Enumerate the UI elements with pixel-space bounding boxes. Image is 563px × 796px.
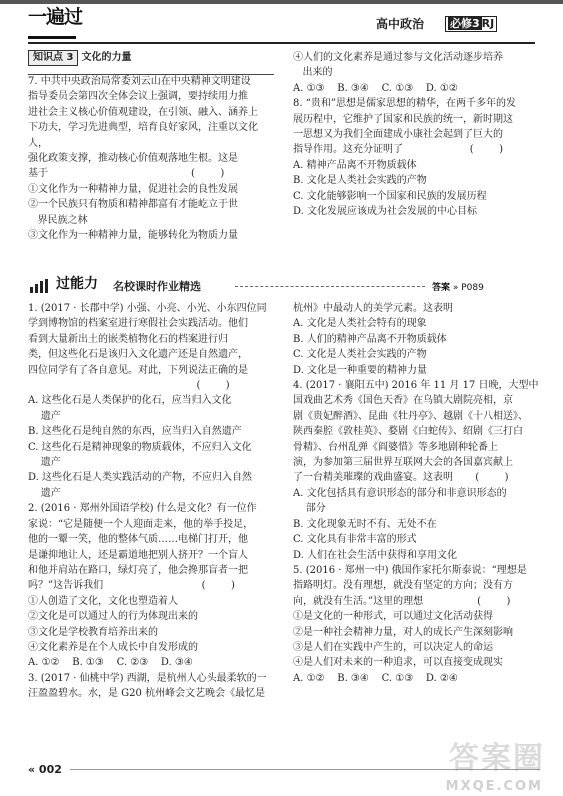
q1-line: 学到博物馆的档案室进行寒假社会实践活动。他们 [28, 318, 248, 330]
q3-line: 汪盈盈碧水。水，是 G20 杭州峰会文艺晚会《最忆是 [28, 688, 266, 700]
q4-line: 4. (2017 · 襄阳五中) 2016 年 11 月 17 日晚，大型中 [293, 380, 539, 392]
q5-option: ①是文化的一种形式，可以通过文化活动获得 [293, 611, 493, 623]
q2-line: 家说：“它是随便一个人迎面走来，他的举手投足， [28, 518, 254, 530]
q4-option: A. 文化包括具有意识形态的部分和非意识形态的 [293, 487, 507, 499]
knowledge-point-rule [28, 74, 274, 75]
q3-option: A. 文化是人类社会特有的现象 [293, 318, 427, 330]
q5-line: 指路明灯。没有理想，就没有坚定的方向；没有方 [293, 580, 513, 592]
answer-ref [432, 281, 484, 296]
q2-option: ②文化是可以通过人的行为体现出来的 [28, 611, 198, 623]
q3-option: C. 文化是人类社会实践的产物 [293, 349, 427, 361]
q7-option: ②一个民族只有物质和精神都富有才能屹立于世 [28, 199, 238, 211]
q4-option: D. 人们在社会生活中获得和享用文化 [293, 549, 458, 561]
q2-line: 和他并肩站在路口，绿灯亮了，他会搀那盲者一把 [28, 564, 248, 576]
volume-edition: RJ [481, 17, 495, 30]
q1-option: 遗产 [28, 457, 61, 469]
q4-line: 剧《贵妃醉酒》、昆曲《牡丹亭》、越剧《十八相送》、 [293, 410, 528, 422]
q7-line: 7. 中共中央政治局常委刘云山在中央精神文明建设 [28, 76, 251, 87]
q1-option: 遗产 [28, 487, 61, 499]
answer-label: 答案 [432, 283, 451, 293]
q3-line: 3. (2017 · 仙桃中学) 西湖，是杭州人心头最柔软的一 [28, 672, 267, 684]
q5-option: ③是人们在实践中产生的，可以决定人的命运 [293, 641, 493, 653]
section-title: 过能力 [56, 276, 98, 292]
section-subtitle: 名校课时作业精选 [113, 280, 201, 293]
subject-label: 高中政治 [376, 17, 425, 31]
q8-option: A. 精神产品离不开物质载体 [293, 159, 417, 171]
q7-option: 出来的 [293, 67, 333, 79]
logo: 一遍过 [28, 6, 83, 28]
header-rule [28, 42, 535, 44]
q4-line: 陕西秦腔《敦桂英》、婺剧《白蛇传》、绍剧《三打白 [293, 426, 523, 438]
q4-option: 部分 [293, 503, 326, 515]
q5-line: 向，就没有生活。”这里的理想 ( ) [293, 595, 511, 607]
volume-badge [445, 16, 497, 32]
top-bar [0, 0, 563, 4]
q1-option: B. 这些化石是纯自然的东西，应当归入自然遗产 [28, 426, 242, 438]
q3-line: 杭州》中最动人的美学元素。这表明 [293, 303, 453, 314]
q5-option: ④是人们对未来的一种追求，可以直接变成现实 [293, 657, 503, 669]
question-3 [28, 671, 274, 702]
left-column-bottom [28, 301, 274, 702]
q7-line: 下功夫，学习先进典型，培育良好家风，注重以文化人， [28, 122, 258, 149]
q4-option: C. 文化具有非常丰富的形式 [293, 534, 417, 546]
question-5 [293, 563, 539, 686]
q4-line: 了一台精美璀璨的戏曲盛宴。这表明 ( ) [293, 472, 509, 484]
q2-option: ①人创造了文化，文化也塑造着人 [28, 595, 178, 607]
volume-prefix: 必修3 [450, 17, 480, 30]
q2-line: 吗？”这告诉我们 ( ) [28, 580, 235, 592]
q5-option: ②是一种社会精神力量，对人的成长产生深刻影响 [293, 626, 513, 638]
q1-option: C. 这些化石是精神现象的物质载体，不应归入文化 [28, 441, 252, 453]
q7-option: 界民族之林 [28, 214, 88, 226]
q7-option: ④人们的文化素养是通过参与文化活动逐步培养 [293, 52, 503, 63]
watermark-url: MXQE.COM [445, 778, 543, 794]
q8-line: 展历程中，它维护了国家和民族的统一，新时期这 [293, 113, 513, 125]
q4-line: 演，为参加第三届世界互联网大会的各国嘉宾献上 [293, 457, 513, 469]
q1-line: 看到大量新出土的嵌类植物化石的档案进行归 [28, 333, 228, 345]
q8-line: 8. “贵和”思想是儒家思想的精华，在两千多年的发 [293, 98, 516, 110]
knowledge-point-title: 文化的力量 [81, 52, 132, 63]
q4-line: 骨精》、台州乱弹《阎婆惜》等多地剧种轮番上 [293, 441, 498, 453]
section-bars-icon [30, 279, 52, 293]
q3-option: D. 文化是一种重要的精神力量 [293, 364, 428, 376]
q7-option: ③文化作为一种精神力量，能够转化为物质力量 [28, 230, 238, 242]
q7-line: 进社会主义核心价值观建设，在引领、融入、涵养上 [28, 106, 258, 118]
q7-line: 强化政策支撑，推动核心价值观落地生根。这是 [28, 153, 238, 165]
q2-line: 2. (2016 · 郑州外国语学校) 什么是文化？有一位作 [28, 503, 257, 515]
q2-option: ③文化是学校教育培养出来的 [28, 626, 158, 638]
q8-option: C. 文化能够影响一个国家和民族的发展历程 [293, 190, 487, 202]
watermark-logo: 答案圈 [449, 741, 545, 776]
q2-option: ④文化素养是在个人成长中自发形成的 [28, 641, 198, 653]
q7-choices: A. ①③ B. ③④ C. ①③ D. ①② [293, 82, 458, 94]
section-leader [235, 286, 425, 287]
q1-line: ( ) [28, 380, 230, 392]
q1-option: D. 这些化石是人类实践活动的产物，不应归入自然 [28, 472, 253, 484]
knowledge-point-label: 知识点 3 [28, 50, 78, 66]
q7-line: 指导委员会第四次全体会议上强调，要持续用力推 [28, 91, 248, 103]
question-1 [28, 301, 274, 501]
q8-option: D. 文化发展应该成为社会发展的中心目标 [293, 206, 478, 218]
q4-option: B. 文化现象无时不有、无处不在 [293, 518, 437, 530]
q1-option: A. 这些化石是人类保护的化石，应当归入文化 [28, 395, 232, 407]
q5-line: 5. (2016 · 郑州一中) 俄国作家托尔斯泰说：“理想是 [293, 564, 527, 576]
right-column-bottom [293, 301, 539, 686]
q8-option: B. 文化是人类社会实践的产物 [293, 175, 427, 187]
left-column-top [28, 50, 274, 243]
q2-line: 是谦抑地让人，还是霸道地把别人挤开？一个盲人 [28, 549, 248, 561]
question-8 [293, 96, 539, 219]
right-column-top [293, 50, 539, 219]
knowledge-point-header [28, 50, 274, 70]
q5-choices: A. ①② B. ③④ C. ①③ D. ②④ [293, 672, 458, 684]
q1-line: 1. (2017 · 长郡中学) 小强、小亮、小光、小东四位同 [28, 303, 267, 314]
q7-line: 基于 ( ) [28, 168, 225, 180]
logo-underline [28, 36, 76, 39]
q4-line: 国戏曲艺术秀《国色天香》在乌镇大剧院亮相，京 [293, 395, 513, 407]
q2-choices: A. ①② B. ①③ C. ②③ D. ③④ [28, 657, 193, 669]
q1-line: 类，但这些化石是该归入文化遗产还是自然遗产， [28, 349, 248, 361]
question-4 [293, 378, 539, 563]
q8-line: 一思想又为我们全面建成小康社会起到了巨大的 [293, 129, 503, 141]
answer-page: » P089 [452, 283, 484, 293]
q2-line: 他的一颦一笑，他的整体气质……电梯门打开，他 [28, 534, 248, 546]
q3-option: B. 人们的精神产品离不开物质载体 [293, 333, 447, 345]
q1-option: 遗产 [28, 410, 61, 422]
q1-line: 四位同学有了各自意见。对此，下列说法正确的是 [28, 364, 248, 376]
q7-option: ①文化作为一种精神力量，促进社会的良性发展 [28, 183, 238, 195]
page-number: « 002 [28, 763, 62, 776]
question-2 [28, 501, 274, 670]
q8-line: 指导作用。这充分证明了 ( ) [293, 144, 503, 156]
question-7 [28, 74, 274, 243]
